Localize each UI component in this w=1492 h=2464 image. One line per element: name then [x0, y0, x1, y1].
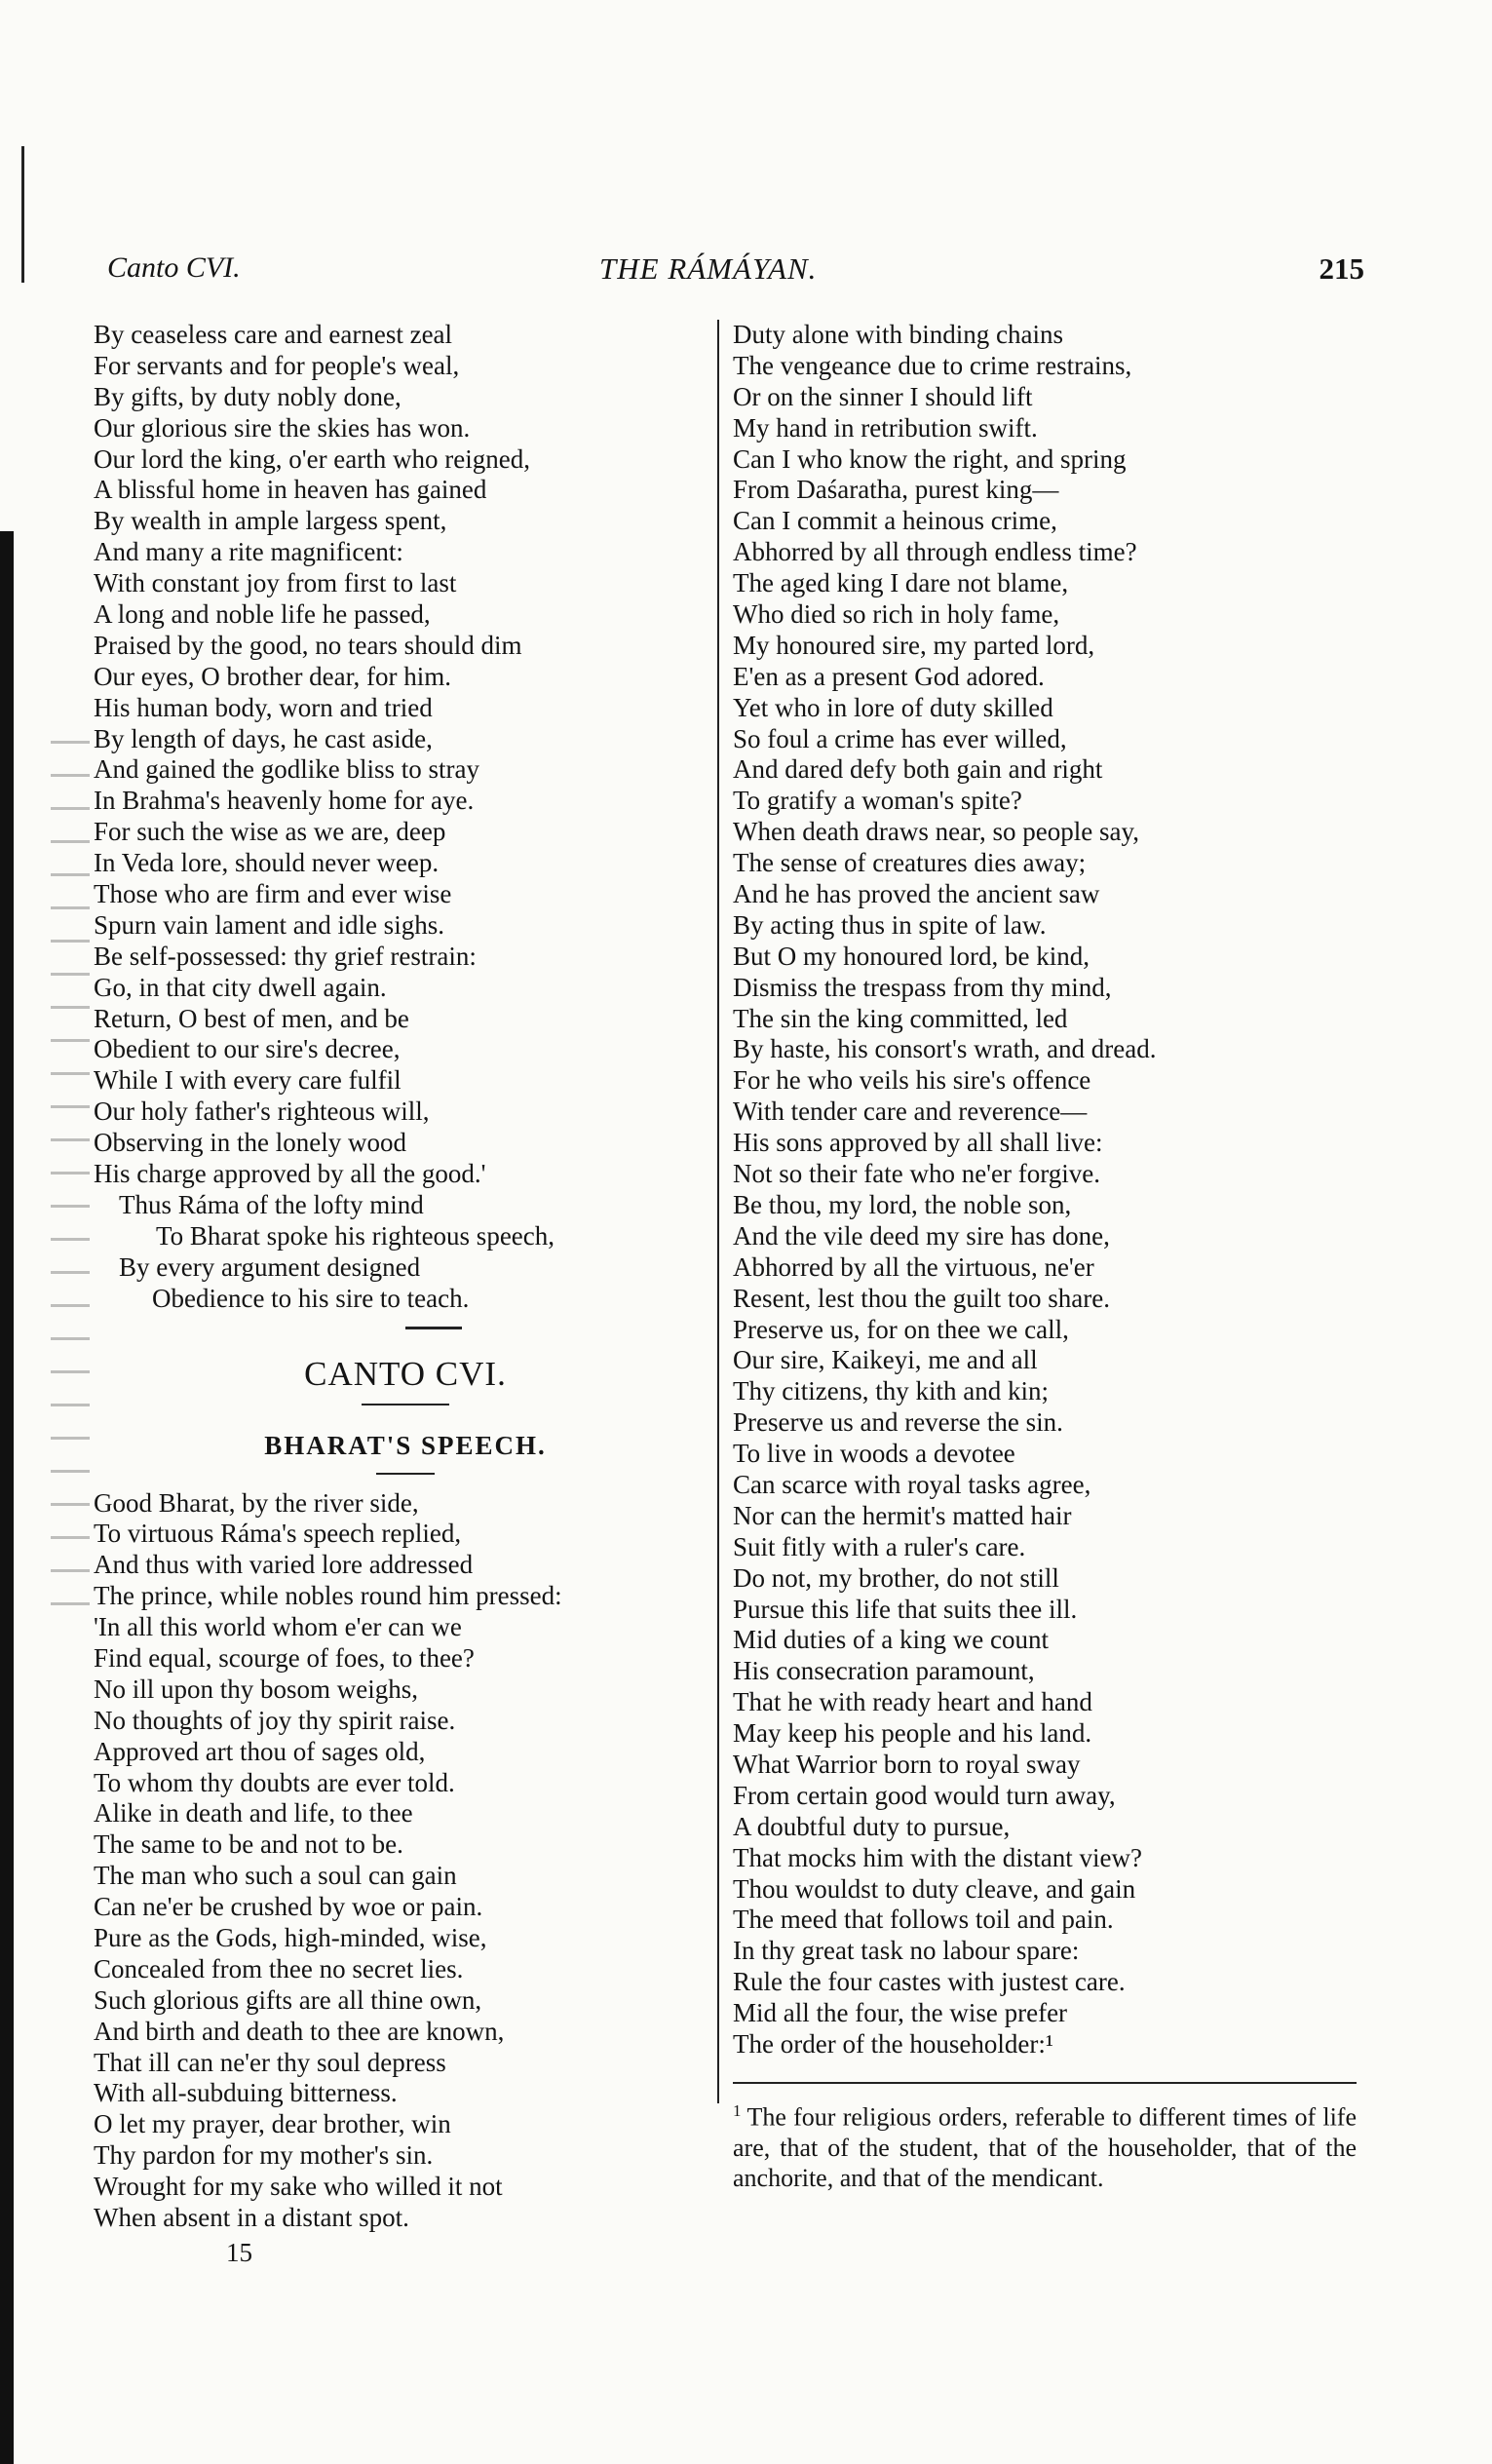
- verse-line: That ill can ne'er thy soul depress: [94, 2047, 446, 2077]
- verse-line: And the vile deed my sire has done,: [733, 1220, 1110, 1251]
- verse-line: With all-subduing bitterness.: [94, 2078, 398, 2108]
- verse-line: Those who are firm and ever wise: [94, 879, 452, 909]
- verse-line: The same to be and not to be.: [94, 1829, 403, 1860]
- verse-line: The aged king I dare not blame,: [733, 568, 1069, 598]
- verse-line: Praised by the good, no tears should dim: [94, 630, 522, 660]
- verse-line: To whom thy doubts are ever told.: [94, 1767, 455, 1797]
- verse-line: Suit fitly with a ruler's care.: [733, 1531, 1026, 1561]
- verse-block-after: [94, 1488, 712, 2234]
- verse-line: Spurn vain lament and idle sighs.: [94, 909, 444, 940]
- verse-line: Find equal, scourge of foes, to thee?: [94, 1642, 475, 1673]
- verse-line: Be self-possessed: thy grief restrain:: [94, 941, 477, 971]
- verse-line: So foul a crime has ever willed,: [733, 723, 1067, 753]
- verse-line: Can ne'er be crushed by woe or pain.: [94, 1892, 483, 1922]
- verse-line: His sons approved by all shall live:: [733, 1128, 1103, 1158]
- verse-line: In Brahma's heavenly home for aye.: [94, 786, 475, 816]
- verse-line: His charge approved by all the good.': [94, 1159, 486, 1189]
- verse-line: By wealth in ample largess spent,: [94, 506, 447, 536]
- verse-line: No ill upon thy bosom weighs,: [94, 1674, 419, 1704]
- verse-line: Concealed from thee no secret lies.: [94, 1953, 464, 1983]
- verse-line: In Veda lore, should never weep.: [94, 848, 440, 878]
- verse-line: The sin the king committed, led: [733, 1003, 1068, 1033]
- verse-line: Thy pardon for my mother's sin.: [94, 2140, 434, 2171]
- verse-line: Thus Ráma of the lofty mind: [119, 1189, 424, 1219]
- verse-line: Preserve us, for on thee we call,: [733, 1314, 1069, 1344]
- verse-line: With tender care and reverence—: [733, 1097, 1088, 1127]
- verse-line: Return, O best of men, and be: [94, 1003, 409, 1033]
- verse-line: Thy citizens, thy kith and kin;: [733, 1376, 1049, 1406]
- verse-line: Can I who know the right, and spring: [733, 443, 1127, 474]
- footnote-rule: [733, 2082, 1357, 2084]
- verse-line: Dismiss the trespass from thy mind,: [733, 972, 1112, 1002]
- verse-line: Not so their fate who ne'er forgive.: [733, 1159, 1100, 1189]
- verse-line: Pursue this life that suits thee ill.: [733, 1594, 1078, 1624]
- verse-line: Approved art thou of sages old,: [94, 1736, 426, 1766]
- verse-line: A blissful home in heaven has gained: [94, 475, 487, 505]
- verse-line: May keep his people and his land.: [733, 1718, 1092, 1749]
- verse-line: Be thou, my lord, the noble son,: [733, 1189, 1072, 1219]
- verse-line: By haste, his consort's wrath, and dread.: [733, 1034, 1157, 1064]
- verse-line: Nor can the hermit's matted hair: [733, 1500, 1072, 1530]
- heading-rule: [376, 1473, 435, 1475]
- verse-line: Do not, my brother, do not still: [733, 1562, 1059, 1593]
- verse-line: Alike in death and life, to thee: [94, 1798, 413, 1829]
- verse-line: Resent, lest thou the guilt too share.: [733, 1283, 1110, 1313]
- verse-line: The vengeance due to crime restrains,: [733, 350, 1132, 380]
- verse-line: No thoughts of joy thy spirit raise.: [94, 1705, 456, 1735]
- verse-line: Our lord the king, o'er earth who reigned,: [94, 443, 530, 474]
- footnote-marker: 1: [733, 2100, 742, 2120]
- verse-block-before: [94, 320, 712, 1190]
- verse-line: By ceaseless care and earnest zeal: [94, 320, 453, 349]
- section-divider: [405, 1327, 462, 1329]
- verse-line: When absent in a distant spot.: [94, 2202, 409, 2232]
- verse-line: For he who veils his sire's offence: [733, 1065, 1091, 1096]
- verse-line: Preserve us and reverse the sin.: [733, 1407, 1063, 1438]
- column-divider: [717, 320, 719, 2103]
- verse-line: Who died so rich in holy fame,: [733, 599, 1060, 630]
- verse-line: A doubtful duty to pursue,: [733, 1811, 1011, 1841]
- scan-mark: [21, 146, 24, 283]
- verse-line: To gratify a woman's spite?: [733, 786, 1022, 816]
- verse-line: To Bharat spoke his righteous speech,: [156, 1220, 555, 1251]
- verse-line: For servants and for people's weal,: [94, 350, 460, 380]
- verse-line: And thus with varied lore addressed: [94, 1550, 474, 1580]
- verse-line: For such the wise as we are, deep: [94, 817, 446, 847]
- verse-line: And birth and death to thee are known,: [94, 2016, 505, 2046]
- verse-line: His human body, worn and tried: [94, 692, 433, 722]
- verse-line: To virtuous Ráma's speech replied,: [94, 1519, 462, 1549]
- speech-heading: BHARAT'S SPEECH.: [264, 1430, 547, 1460]
- verse-line: Pure as the Gods, high-minded, wise,: [94, 1922, 487, 1952]
- verse-line: Thou wouldst to duty cleave, and gain: [733, 1873, 1136, 1904]
- footnote: [733, 2096, 1357, 2193]
- verse-line: 'In all this world whom e'er can we: [94, 1612, 462, 1642]
- verse-line: My hand in retribution swift.: [733, 412, 1038, 443]
- verse-line: That he with ready heart and hand: [733, 1687, 1092, 1717]
- closing-stanza: [94, 1190, 712, 1315]
- verse-block: [733, 320, 1357, 2060]
- verse-line: Obedience to his sire to teach.: [152, 1283, 470, 1313]
- verse-line: And dared defy both gain and right: [733, 754, 1103, 785]
- verse-line: Mid all the four, the wise prefer: [733, 1998, 1068, 2028]
- verse-line: Our sire, Kaikeyi, me and all: [733, 1345, 1038, 1375]
- verse-line: And he has proved the ancient saw: [733, 879, 1100, 909]
- verse-line: By length of days, he cast aside,: [94, 723, 433, 753]
- margin-specks: [51, 741, 90, 1618]
- verse-line: What Warrior born to royal sway: [733, 1749, 1081, 1779]
- verse-line: Our holy father's righteous will,: [94, 1097, 430, 1127]
- verse-line: Go, in that city dwell again.: [94, 972, 387, 1002]
- verse-line: And many a rite magnificent:: [94, 537, 403, 567]
- verse-line: While I with every care fulfil: [94, 1065, 402, 1096]
- header-canto-label: Canto CVI.: [107, 251, 241, 284]
- verse-line: His consecration paramount,: [733, 1656, 1035, 1686]
- verse-line: Abhorred by all the virtuous, ne'er: [733, 1251, 1094, 1282]
- verse-line: Such glorious gifts are all thine own,: [94, 1984, 482, 2015]
- verse-line: With constant joy from first to last: [94, 568, 457, 598]
- verse-line: O let my prayer, dear brother, win: [94, 2109, 451, 2139]
- verse-line: A long and noble life he passed,: [94, 599, 431, 630]
- heading-rule: [362, 1404, 449, 1405]
- verse-line: My honoured sire, my parted lord,: [733, 630, 1095, 660]
- scan-edge-shadow: [0, 531, 14, 2464]
- signature-mark: 15: [226, 2238, 252, 2267]
- verse-line: E'en as a present God adored.: [733, 661, 1045, 691]
- verse-line: Our eyes, O brother dear, for him.: [94, 661, 452, 691]
- verse-line: Good Bharat, by the river side,: [94, 1487, 419, 1518]
- footnote-text: The four religious orders, referable to different times of life are, that of the student, that of the householder, that of the anchorite, and that of the mendicant.: [733, 2102, 1357, 2192]
- verse-line: To live in woods a devotee: [733, 1439, 1015, 1469]
- verse-line: That mocks him with the distant view?: [733, 1842, 1142, 1872]
- verse-line: By acting thus in spite of law.: [733, 909, 1047, 940]
- verse-line: The order of the householder:¹: [733, 2028, 1053, 2059]
- verse-line: But O my honoured lord, be kind,: [733, 941, 1090, 971]
- right-column: [733, 320, 1357, 2193]
- verse-line: By gifts, by duty nobly done,: [94, 381, 402, 411]
- verse-line: The man who such a soul can gain: [94, 1861, 457, 1891]
- verse-line: Rule the four castes with justest care.: [733, 1967, 1126, 1997]
- verse-line: Observing in the lonely wood: [94, 1128, 406, 1158]
- verse-line: The prince, while nobles round him pressed:: [94, 1581, 562, 1611]
- verse-line: The meed that follows toil and pain.: [733, 1905, 1114, 1935]
- left-column: [94, 320, 712, 2234]
- verse-line: Mid duties of a king we count: [733, 1625, 1049, 1655]
- verse-line: Wrought for my sake who willed it not: [94, 2172, 503, 2202]
- verse-line: And gained the godlike bliss to stray: [94, 754, 479, 785]
- verse-line: Or on the sinner I should lift: [733, 381, 1033, 411]
- running-header: [107, 251, 1364, 296]
- header-book-title: THE RÁMÁYAN.: [599, 251, 818, 286]
- verse-line: Duty alone with binding chains: [733, 320, 1063, 349]
- verse-line: Can I commit a heinous crime,: [733, 506, 1057, 536]
- verse-line: Obedient to our sire's decree,: [94, 1034, 401, 1064]
- page-number: 215: [1319, 251, 1364, 286]
- canto-heading: CANTO CVI.: [304, 1354, 507, 1393]
- verse-line: Abhorred by all through endless time?: [733, 537, 1137, 567]
- verse-line: From certain good would turn away,: [733, 1780, 1116, 1810]
- verse-line: From Daśaratha, purest king—: [733, 475, 1059, 505]
- verse-line: The sense of creatures dies away;: [733, 848, 1087, 878]
- verse-line: Yet who in lore of duty skilled: [733, 692, 1053, 722]
- verse-line: Can scarce with royal tasks agree,: [733, 1469, 1091, 1499]
- verse-line: In thy great task no labour spare:: [733, 1936, 1080, 1966]
- verse-line: When death draws near, so people say,: [733, 817, 1140, 847]
- verse-line: Our glorious sire the skies has won.: [94, 412, 471, 443]
- verse-line: By every argument designed: [119, 1251, 421, 1282]
